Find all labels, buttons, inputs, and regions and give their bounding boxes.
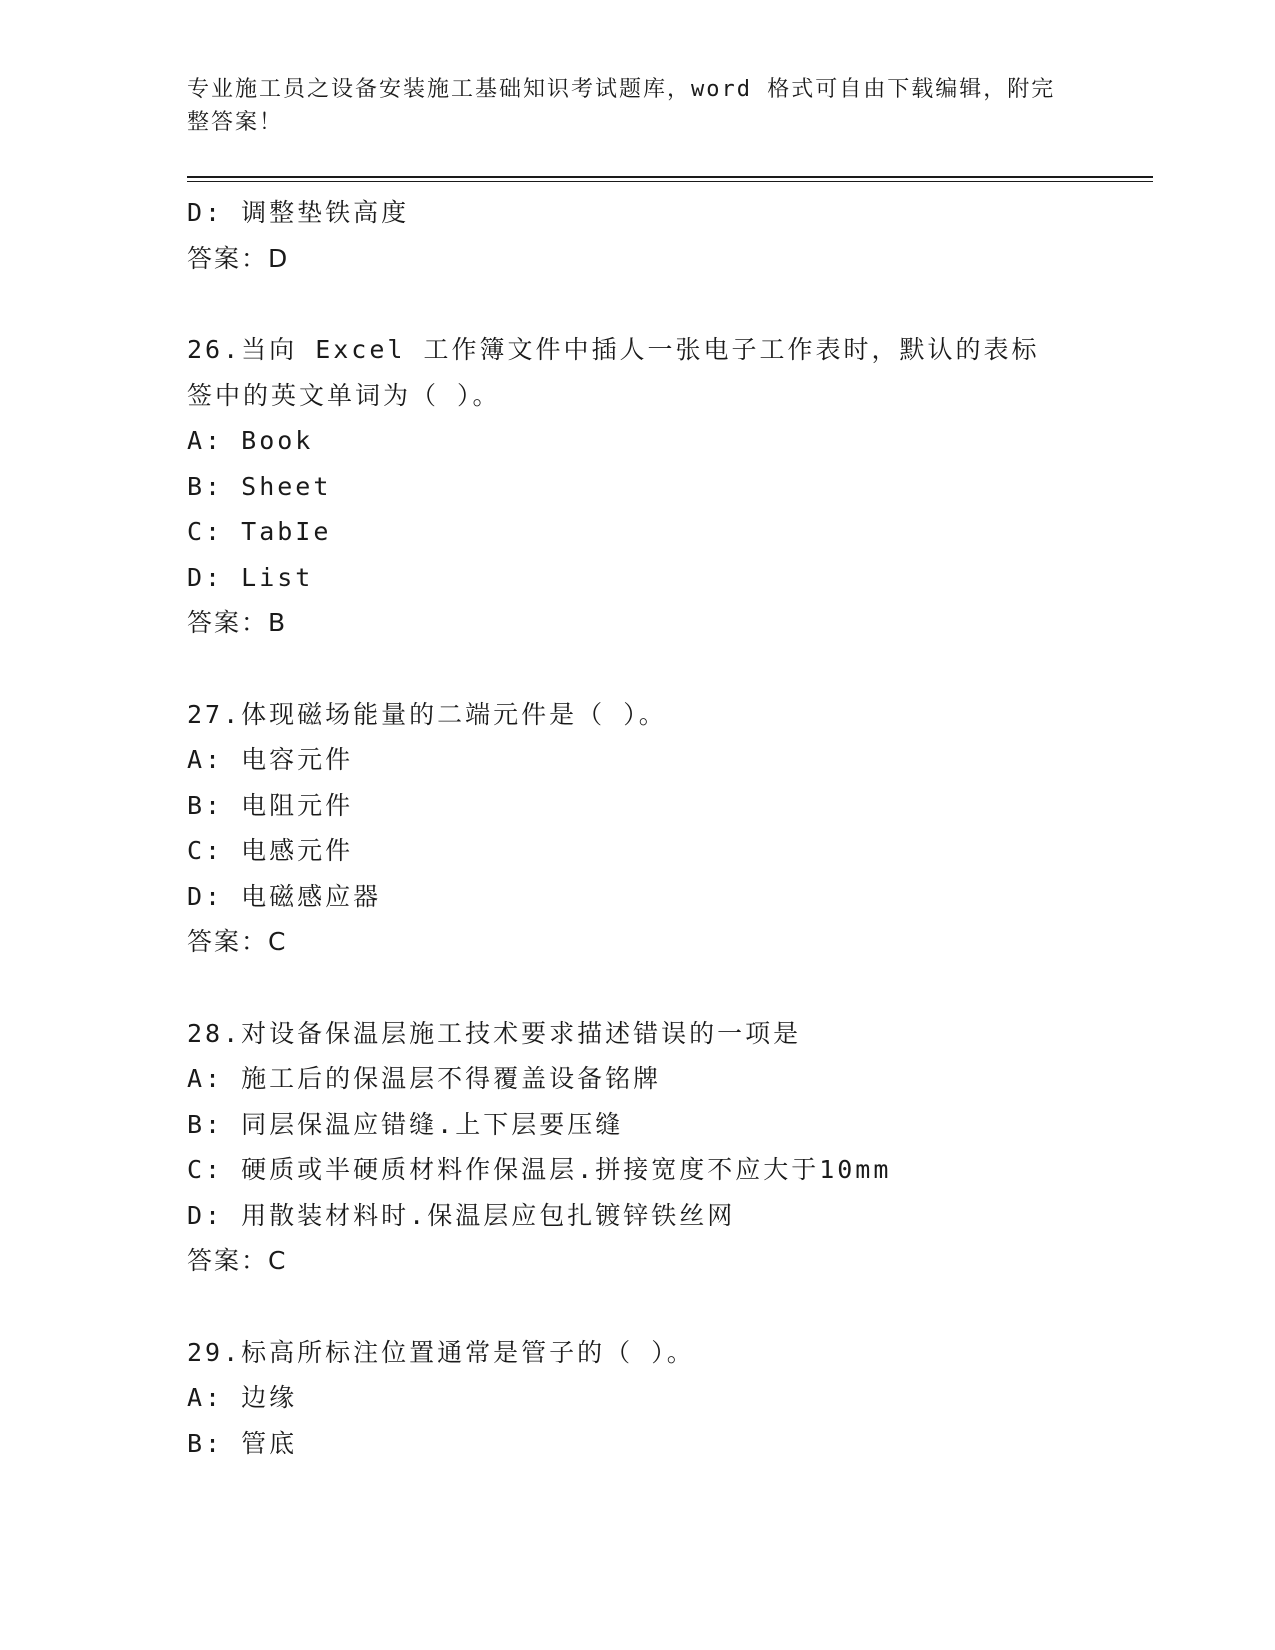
- question-title: 27.体现磁场能量的二端元件是（ ）。: [187, 699, 667, 729]
- option-d: D: 电磁感应器: [187, 881, 382, 911]
- document-header: 专业施工员之设备安装施工基础知识考试题库，word 格式可自由下载编辑，附完整答案！: [187, 77, 1056, 135]
- answer: 答案：B: [187, 608, 288, 637]
- question-title: 29.标高所标注位置通常是管子的（ ）。: [187, 1337, 695, 1367]
- header-rule-thin: [187, 181, 1153, 182]
- option-a: A: Book: [187, 426, 314, 455]
- option-d: D: 调整垫铁高度: [187, 198, 410, 227]
- option-b: B: 电阻元件: [187, 790, 354, 820]
- option-a: A: 电容元件: [187, 745, 354, 774]
- question-title: 26.当向 Excel 工作簿文件中插人一张电子工作表时，默认的表标签中的英文单词为（ ）。: [187, 335, 1040, 410]
- answer: 答案：D: [187, 243, 290, 273]
- document-body: [187, 190, 1087, 1466]
- answer: 答案：C: [187, 1246, 288, 1275]
- option-b: B: Sheet: [187, 471, 332, 501]
- option-b: B: 同层保温应错缝.上下层要压缝: [187, 1109, 624, 1139]
- option-c: C: TabIe: [187, 517, 332, 546]
- option-b: B: 管底: [187, 1428, 298, 1458]
- option-d: D: 用散装材料时.保温层应包扎镀锌铁丝网: [187, 1200, 736, 1230]
- question-26: [187, 327, 1087, 646]
- option-c: C: 硬质或半硬质材料作保温层.拼接宽度不应大于10mm: [187, 1155, 892, 1184]
- question-29: [187, 1330, 1087, 1467]
- option-a: A: 施工后的保温层不得覆盖设备铭牌: [187, 1064, 662, 1093]
- option-c: C: 电感元件: [187, 836, 354, 865]
- option-d: D: List: [187, 562, 314, 592]
- question-27: [187, 692, 1087, 965]
- question-28: [187, 1011, 1087, 1284]
- question-title: 28.对设备保温层施工技术要求描述错误的一项是: [187, 1018, 802, 1048]
- answer: 答案：C: [187, 927, 288, 956]
- header-rule-thick: [187, 176, 1153, 178]
- option-a: A: 边缘: [187, 1383, 298, 1412]
